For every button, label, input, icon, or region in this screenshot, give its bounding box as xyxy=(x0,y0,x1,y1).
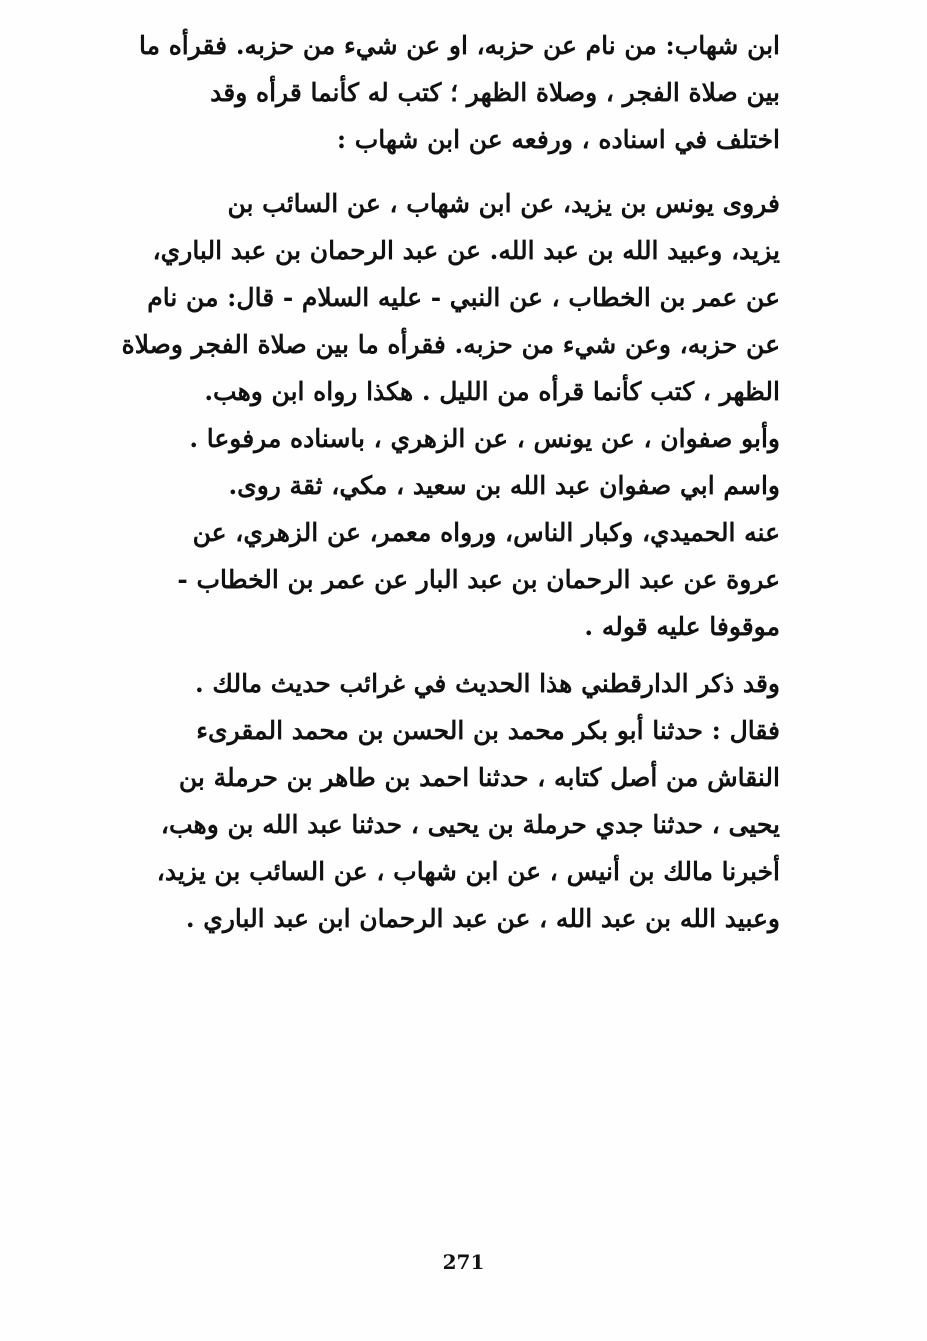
text-line: فروى يونس بن يزيد، عن ابن شهاب ، عن السائب بن xyxy=(227,189,780,218)
text-line: يزيد، وعبيد الله بن عبد الله. عن عبد الرحمان بن عبد الباري، xyxy=(152,236,780,265)
paragraph-4 xyxy=(120,660,780,942)
text-line: النقاش من أصل كتابه ، حدثنا احمد بن طاهر بن حرملة بن xyxy=(178,763,780,792)
text-line: يحيى ، حدثنا جدي حرملة بن يحيى ، حدثنا عبد الله بن وهب، xyxy=(160,810,780,839)
text-line: وقد ذكر الدارقطني هذا الحديث في غرائب حديث مالك . xyxy=(194,669,780,698)
text-line: موقوفا عليه قوله . xyxy=(584,612,780,641)
text-line: عن حزبه، وعن شيء من حزبه. فقرأه ما بين صلاة الفجر وصلاة xyxy=(121,330,780,359)
text-line: أخبرنا مالك بن أنيس ، عن ابن شهاب ، عن السائب بن يزيد، xyxy=(156,857,780,886)
text-line: عن عمر بن الخطاب ، عن النبي - عليه السلام - قال: من نام xyxy=(147,283,780,312)
paragraph-3 xyxy=(120,462,780,650)
text-line: ابن شهاب: من نام عن حزبه، او عن شيء من حزبه. فقرأه ما xyxy=(138,31,780,60)
text-line: عنه الحميدي، وكبار الناس، ورواه معمر، عن الزهري، عن xyxy=(192,518,780,547)
text-line: واسم ابي صفوان عبد الله بن سعيد ، مكي، ثقة روى. xyxy=(228,471,780,500)
text-line: اختلف في اسناده ، ورفعه عن ابن شهاب : xyxy=(336,125,780,154)
page-number: 271 xyxy=(442,1250,485,1274)
paragraph-2 xyxy=(120,180,780,462)
text-line: وأبو صفوان ، عن يونس ، عن الزهري ، باسناده مرفوعا . xyxy=(189,424,780,453)
text-line: الظهر ، كتب كأنما قرأه من الليل . هكذا رواه ابن وهب. xyxy=(204,377,780,406)
text-line: فقال : حدثنا أبو بكر محمد بن الحسن بن محمد المقرىء xyxy=(196,716,780,745)
text-line: بين صلاة الفجر ، وصلاة الظهر ؛ كتب له كأنما قرأه وقد xyxy=(210,78,780,107)
text-line: عروة عن عبد الرحمان بن عبد البار عن عمر بن الخطاب - xyxy=(177,565,780,594)
paragraph-1 xyxy=(120,22,780,163)
text-line: وعبيد الله بن عبد الله ، عن عبد الرحمان ابن عبد الباري . xyxy=(185,904,780,933)
